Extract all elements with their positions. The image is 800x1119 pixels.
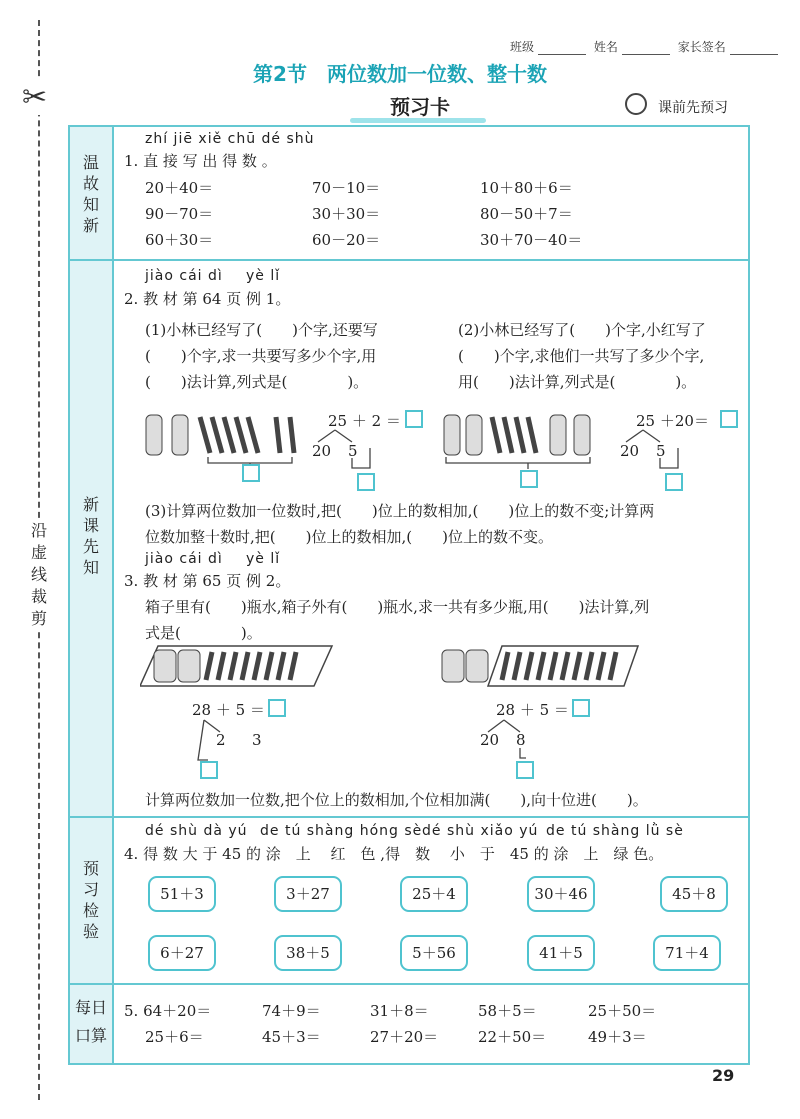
q2-eq1-split-box[interactable]: [357, 473, 375, 491]
q2-eq1-split-lines: [310, 428, 390, 500]
sidebar-label-check: [70, 858, 112, 942]
preview-label: 课前先预习: [658, 100, 728, 116]
q1-r1-c3: 10＋80＋6＝: [480, 179, 573, 197]
q3-text-line1: 箱子里有( )瓶水,箱子外有( )瓶水,求一共有多少瓶,用( )法计算,列: [145, 598, 650, 616]
q3-title: 3. 教 材 第 65 页 例 2。: [124, 572, 291, 590]
q2-part3-line1: (3)计算两位数加一位数时,把( )位上的数相加,( )位上的数不变;计算两: [145, 502, 655, 520]
q4-expression-box[interactable]: 30＋46: [527, 876, 595, 912]
q5-r1-c1: 5. 64＋20＝: [124, 1002, 212, 1020]
q3-eq1-answer-box[interactable]: [268, 699, 286, 717]
section-divider-3: [70, 983, 748, 985]
q1-pinyin: zhí jiē xiě chū dé shù: [145, 131, 315, 147]
header-fields: [510, 38, 782, 55]
q3-eq2-split-left: 20: [480, 731, 500, 749]
q1-r2-c1: 90－70＝: [145, 205, 214, 223]
q2-pinyin-a: jiào cái dì: [145, 268, 223, 284]
q2-title: 2. 教 材 第 64 页 例 1。: [124, 290, 291, 308]
sidebar-label-review: [70, 152, 112, 236]
sidebar-text-new-lesson: 新 课 先 知: [82, 495, 99, 577]
q3-eq2-split-right: 8: [516, 731, 526, 749]
q2-eq1-answer-box[interactable]: [405, 410, 423, 428]
q4-pinyin-3: dé shù xiǎo yú: [422, 823, 539, 839]
q4-pinyin-2: de tú shàng hóng sè: [260, 823, 423, 839]
single-sticks-icon: [492, 417, 536, 453]
q1-r2-c2: 30＋30＝: [312, 205, 381, 223]
q1-r1-c1: 20＋40＝: [145, 179, 214, 197]
name-label: 姓名: [593, 40, 618, 54]
q5-r1-c2: 74＋9＝: [262, 1002, 321, 1020]
q5-r1-c4: 58＋5＝: [478, 1002, 537, 1020]
name-blank[interactable]: [622, 54, 670, 55]
class-label: 班级: [510, 40, 535, 54]
q4-expression-box[interactable]: 71＋4: [653, 935, 721, 971]
q3-eq1-split-left: 2: [216, 731, 226, 749]
cut-label: 沿 虚 线 裁 剪: [28, 520, 50, 630]
q4-expression-box[interactable]: 25＋4: [400, 876, 468, 912]
q2-part1-line1: (1)小林已经写了( )个字,还要写: [145, 321, 378, 339]
q1-r3-c3: 30＋70－40＝: [480, 231, 583, 249]
q2-sticks-illustration-2: [440, 405, 610, 475]
q5-r2-c4: 22＋50＝: [478, 1028, 547, 1046]
q2-eq1-split-right: 5: [348, 442, 358, 460]
q2-part3-line2: 位数加整十数时,把( )位上的数相加,( )位上的数不变。: [145, 528, 553, 546]
sidebar-text-check: 预 习 检 验: [82, 859, 99, 941]
q3-bottles-illustration-2: [440, 642, 640, 690]
class-blank[interactable]: [538, 54, 586, 55]
clock-icon: [625, 93, 647, 115]
sidebar-label-daily: [70, 994, 112, 1050]
parent-sign-blank[interactable]: [730, 54, 778, 55]
q2-eq2-split-left: 20: [620, 442, 640, 460]
single-sticks-icon: [200, 417, 294, 453]
section-divider-2: [70, 816, 748, 818]
q1-r3-c1: 60＋30＝: [145, 231, 214, 249]
sidebar-text-review: 温 故 知 新: [82, 153, 99, 235]
sidebar-text-daily: 每日 口算: [74, 998, 107, 1045]
q4-pinyin-4: de tú shàng lǜ sè: [546, 823, 684, 839]
q3-pinyin-b: yè lǐ: [246, 551, 281, 567]
q2-eq2: 25 ＋20＝: [636, 412, 709, 430]
q2-answer-box-b[interactable]: [520, 470, 538, 488]
q3-eq1-split-box[interactable]: [200, 761, 218, 779]
q3-text-line2: 式是( )。: [145, 624, 262, 642]
q5-r2-c2: 45＋3＝: [262, 1028, 321, 1046]
q3-eq1-split-lines: [190, 716, 250, 782]
q2-part1-line2: ( )个字,求一共要写多少个字,用: [145, 347, 377, 365]
section-title: 第2节 两位数加一位数、整十数: [253, 62, 547, 86]
q4-expression-box[interactable]: 5＋56: [400, 935, 468, 971]
q4-pinyin-1: dé shù dà yú: [145, 823, 248, 839]
card-title: 预习卡: [390, 95, 450, 119]
q1-r1-c2: 70－10＝: [312, 179, 381, 197]
q5-r2-c1: 25＋6＝: [145, 1028, 204, 1046]
parent-sign-label: 家长签名: [677, 40, 726, 54]
q4-title: 4. 得 数 大 于 45 的 涂 上 红 色 ,得 数 小 于 45 的 涂 上 绿 色。: [124, 845, 664, 863]
q2-eq1-split-left: 20: [312, 442, 332, 460]
q2-eq2-split-box[interactable]: [665, 473, 683, 491]
q1-r2-c3: 80－50＋7＝: [480, 205, 573, 223]
q3-eq1: 28 ＋ 5 ＝: [192, 701, 265, 719]
q3-eq2-split-lines: [476, 716, 546, 782]
q2-eq1: 25 ＋ 2 ＝: [328, 412, 401, 430]
q2-eq2-split-lines: [618, 428, 698, 500]
q5-r1-c5: 25＋50＝: [588, 1002, 657, 1020]
q3-pinyin-a: jiào cái dì: [145, 551, 223, 567]
bottle-pack-icon: [442, 650, 488, 682]
q2-eq2-split-right: 5: [656, 442, 666, 460]
q2-part2-line3: 用( )法计算,列式是( )。: [458, 373, 697, 391]
q4-expression-box[interactable]: 45＋8: [660, 876, 728, 912]
q3-eq2: 28 ＋ 5 ＝: [496, 701, 569, 719]
q3-conclusion: 计算两位数加一位数,把个位上的数相加,个位相加满( ),向十位进( )。: [145, 791, 648, 809]
worksheet-frame: [68, 125, 750, 1065]
page-number: 29: [712, 1066, 735, 1085]
q2-eq2-answer-box[interactable]: [720, 410, 738, 428]
q1-title: 1. 直 接 写 出 得 数 。: [124, 152, 277, 170]
q2-answer-box-a[interactable]: [242, 464, 260, 482]
q2-part2-line2: ( )个字,求他们一共写了多少个字,: [458, 347, 705, 365]
section-divider-1: [70, 259, 748, 261]
q4-expression-box[interactable]: 41＋5: [527, 935, 595, 971]
sidebar-divider: [112, 127, 114, 1063]
q4-expression-box[interactable]: 3＋27: [274, 876, 342, 912]
q3-eq2-split-box[interactable]: [516, 761, 534, 779]
q4-expression-box[interactable]: 6＋27: [148, 935, 216, 971]
q3-bottles-illustration-1: [140, 642, 335, 690]
q2-part1-line3: ( )法计算,列式是( )。: [145, 373, 369, 391]
q2-pinyin-b: yè lǐ: [246, 268, 281, 284]
q4-expression-box[interactable]: 38＋5: [274, 935, 342, 971]
scissors-icon: ✂: [22, 80, 48, 115]
q5-r2-c3: 27＋20＝: [370, 1028, 439, 1046]
q5-r2-c5: 49＋3＝: [588, 1028, 647, 1046]
q2-part2-line1: (2)小林已经写了( )个字,小红写了: [458, 321, 706, 339]
stick-bundle-icon: [146, 415, 188, 455]
q3-eq1-split-right: 3: [252, 731, 262, 749]
sidebar-label-new-lesson: [70, 494, 112, 578]
q3-eq2-answer-box[interactable]: [572, 699, 590, 717]
q1-r3-c2: 60－20＝: [312, 231, 381, 249]
q4-expression-box[interactable]: 51＋3: [148, 876, 216, 912]
q5-r1-c3: 31＋8＝: [370, 1002, 429, 1020]
